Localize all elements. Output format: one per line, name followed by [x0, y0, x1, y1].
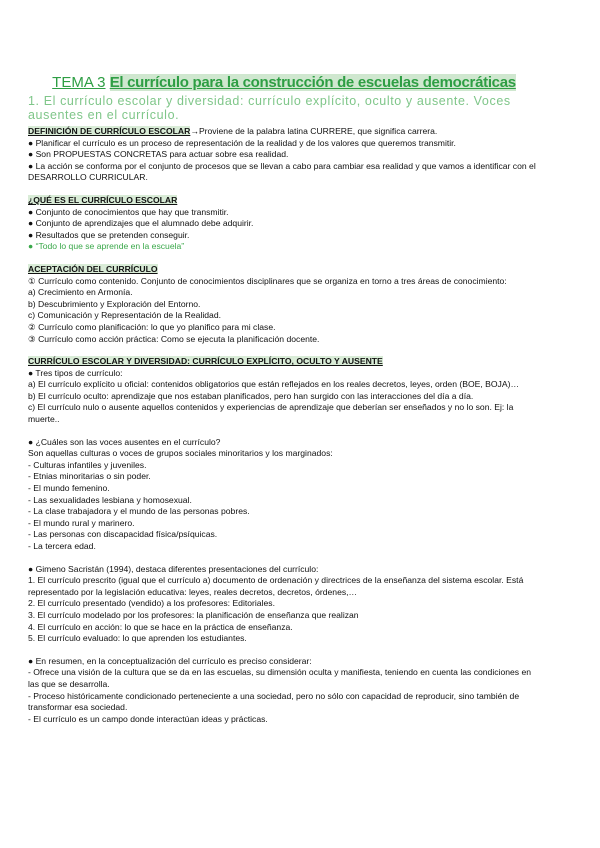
diversidad-heading: CURRÍCULO ESCOLAR Y DIVERSIDAD: CURRÍCULO EXPLÍCITO, OCULTO Y AUSENTE [28, 356, 383, 367]
gimeno-line: 2. El currículo presentado (vendido) a los profesores: Editoriales. [28, 598, 275, 609]
definicion-heading: DEFINICIÓN DE CURRÍCULO ESCOLAR [28, 126, 191, 136]
que-es-bullet: ● Conjunto de conocimientos que hay que transmitir. [28, 206, 229, 217]
diversidad-line: ● Tres tipos de currículo: [28, 367, 123, 378]
aceptacion-heading: ACEPTACIÓN DEL CURRÍCULO [28, 263, 158, 274]
definicion-bullet: ● La acción se conforma por el conjunto de procesos que se llevan a cabo para cambiar esa realidad y que vamos a identificar con el DESARROLLO CURRICULAR. [28, 160, 536, 183]
voces-line: - Las personas con discapacidad física/psíquicas. [28, 529, 218, 540]
diversidad-heading-line [28, 356, 540, 368]
aceptacion-line: b) Descubrimiento y Exploración del Entorno. [28, 298, 201, 309]
title-topic-name: El currículo para la construcción de escuelas democráticas [109, 74, 516, 91]
gimeno-line: 3. El currículo modelado por los profesores: la planificación de enseñanza que realizan [28, 609, 359, 620]
que-es-heading-line [28, 195, 540, 207]
aceptacion-line: ③ Currículo como acción práctica: Como se ejecuta la planificación docente. [28, 333, 320, 344]
aceptacion-line: ② Currículo como planificación: lo que yo planifico para mi clase. [28, 321, 276, 332]
aceptacion-line: c) Comunicación y Representación de la Realidad. [28, 310, 221, 321]
voces-line: - La tercera edad. [28, 541, 96, 551]
diversidad-line: b) El currículo oculto: aprendizaje que nos estaban planificados, pero han surgido con las interacciones del día a día. [28, 390, 474, 401]
resumen-line: - Ofrece una visión de la cultura que se da en las escuelas, su dimensión oculta y manifiesta, teniendo en cuenta las condiciones en las que se desarrolla. [28, 667, 532, 689]
gimeno-line: 5. El currículo evaluado: lo que aprenden los estudiantes. [28, 633, 247, 644]
definicion-bullet: ● Son PROPUESTAS CONCRETAS para actuar sobre esa realidad. [28, 149, 289, 160]
aceptacion-line: a) Crecimiento en Armonía. [28, 287, 133, 298]
definicion-bullet: ● Planificar el currículo es un proceso de representación de la realidad y de los valores que queremos transmitir. [28, 137, 456, 148]
document-title [28, 74, 540, 92]
voces-line: - La clase trabajadora y el mundo de las personas pobres. [28, 506, 250, 517]
aceptacion-heading-line [28, 264, 540, 276]
que-es-heading: ¿QUÉ ES EL CURRÍCULO ESCOLAR [28, 194, 178, 205]
voces-line: - El mundo rural y marinero. [28, 517, 135, 528]
que-es-highlight-bullet: ● “Todo lo que se aprende en la escuela” [28, 241, 185, 252]
voces-line: - Etnias minoritarias o sin poder. [28, 471, 151, 482]
voces-line: - Culturas infantiles y juveniles. [28, 459, 147, 470]
spacer [28, 426, 540, 437]
gimeno-line: 1. El currículo prescrito (igual que el currículo a) documento de ordenación y directrices de la enseñanza del sistema escolar. Está representado por la legislación educativa: leyes, reales decretos, decretos, órdenes,… [28, 575, 524, 597]
title-topic-number: TEMA 3 [52, 74, 106, 91]
voces-line: Son aquellas culturas o voces de grupos sociales minoritarios y los marginados: [28, 448, 333, 459]
voces-line: ● ¿Cuáles son las voces ausentes en el currículo? [28, 436, 221, 447]
gimeno-line: 4. El currículo en acción: lo que se hace en la práctica de enseñanza. [28, 621, 293, 632]
spacer [28, 553, 540, 564]
voces-line: - Las sexualidades lesbiana y homosexual. [28, 494, 192, 505]
diversidad-line: c) El currículo nulo o ausente aquellos contenidos y experiencias de aprendizaje que deberían ser enseñados y no lo son. Ej: la muerte.. [28, 402, 514, 425]
resumen-line: - Proceso históricamente condicionado perteneciente a una sociedad, pero no sólo con capacidad de reproducir, sino también de transformar esa sociedad. [28, 690, 520, 713]
resumen-line: ● En resumen, en la conceptualización del currículo es preciso considerar: [28, 655, 312, 666]
aceptacion-line: ① Currículo como contenido. Conjunto de conocimientos disciplinares que se organiza en torno a tres áreas de conocimiento: [28, 275, 507, 286]
voces-line: - El mundo femenino. [28, 483, 110, 494]
que-es-bullet: ● Conjunto de aprendizajes que el alumnado debe adquirir. [28, 218, 254, 229]
definicion-arrow-text: →Proviene de la palabra latina CURRERE, que significa carrera. [190, 126, 438, 136]
que-es-bullet: ● Resultados que se pretenden conseguir. [28, 229, 190, 240]
section-subtitle: 1. El currículo escolar y diversidad: currículo explícito, oculto y ausente. Voces ausentes en el currículo. [28, 94, 511, 122]
diversidad-line: a) El currículo explícito u oficial: contenidos obligatorios que están reflejados en los reales decretos, leyes, orden (BOE, BOJA)… [28, 379, 520, 390]
spacer [28, 645, 540, 656]
gimeno-line: ● Gimeno Sacristán (1994), destaca diferentes presentaciones del currículo: [28, 563, 319, 574]
resumen-line: - El currículo es un campo donde interactúan ideas y prácticas. [28, 713, 268, 724]
definicion-heading-line [28, 126, 540, 138]
